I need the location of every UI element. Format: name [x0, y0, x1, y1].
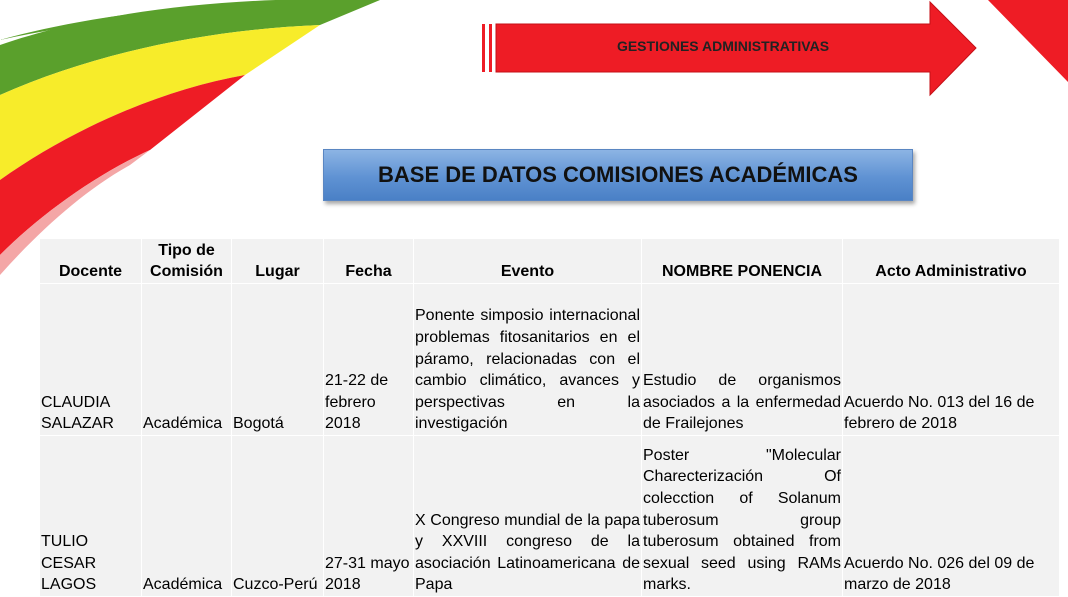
header-fecha: Fecha — [324, 239, 414, 284]
cell-ponencia: Estudio de organismos asociados a la enfermedad de Frailejones — [642, 284, 843, 436]
table-row — [40, 284, 1060, 436]
header-row — [40, 239, 1060, 284]
cell-tipo: Académica — [142, 284, 232, 436]
cell-fecha: 27-31 mayo 2018 — [324, 436, 414, 597]
section-title: BASE DE DATOS COMISIONES ACADÉMICAS — [378, 162, 858, 187]
table-row — [40, 436, 1060, 597]
cell-docente: CLAUDIA SALAZAR — [40, 284, 142, 436]
cell-ponencia: Poster "Molecular Charecterización Of colecction of Solanum tuberosum group tuberosum obtained from sexual seed using RAMs marks. — [642, 436, 843, 597]
header-docente: Docente — [40, 239, 142, 284]
cell-tipo: Académica — [142, 436, 232, 597]
cell-evento: X Congreso mundial de la papa y XXVIII congreso de la asociación Latinoamericana de Papa — [414, 436, 642, 597]
header-tipo: Tipo de Comisión — [142, 239, 232, 284]
cell-docente: TULIO CESAR LAGOS — [40, 436, 142, 597]
commissions-table — [39, 238, 1060, 597]
banner-label: GESTIONES ADMINISTRATIVAS — [616, 38, 830, 54]
cell-lugar: Bogotá — [232, 284, 324, 436]
header-evento: Evento — [414, 239, 642, 284]
cell-acto: Acuerdo No. 026 del 09 de marzo de 2018 — [843, 436, 1060, 597]
header-ponencia: NOMBRE PONENCIA — [642, 239, 843, 284]
corner-red-triangle — [988, 0, 1068, 82]
section-title-box — [323, 149, 913, 201]
cell-lugar: Cuzco-Perú — [232, 436, 324, 597]
header-lugar: Lugar — [232, 239, 324, 284]
cell-fecha: 21-22 de febrero 2018 — [324, 284, 414, 436]
cell-evento: Ponente simposio internacional problemas fitosanitarios en el páramo, relacionadas con el cambio climático, avances y perspectivas en la investigación — [414, 284, 642, 436]
header-acto: Acto Administrativo — [843, 239, 1060, 284]
cell-acto: Acuerdo No. 013 del 16 de febrero de 2018 — [843, 284, 1060, 436]
